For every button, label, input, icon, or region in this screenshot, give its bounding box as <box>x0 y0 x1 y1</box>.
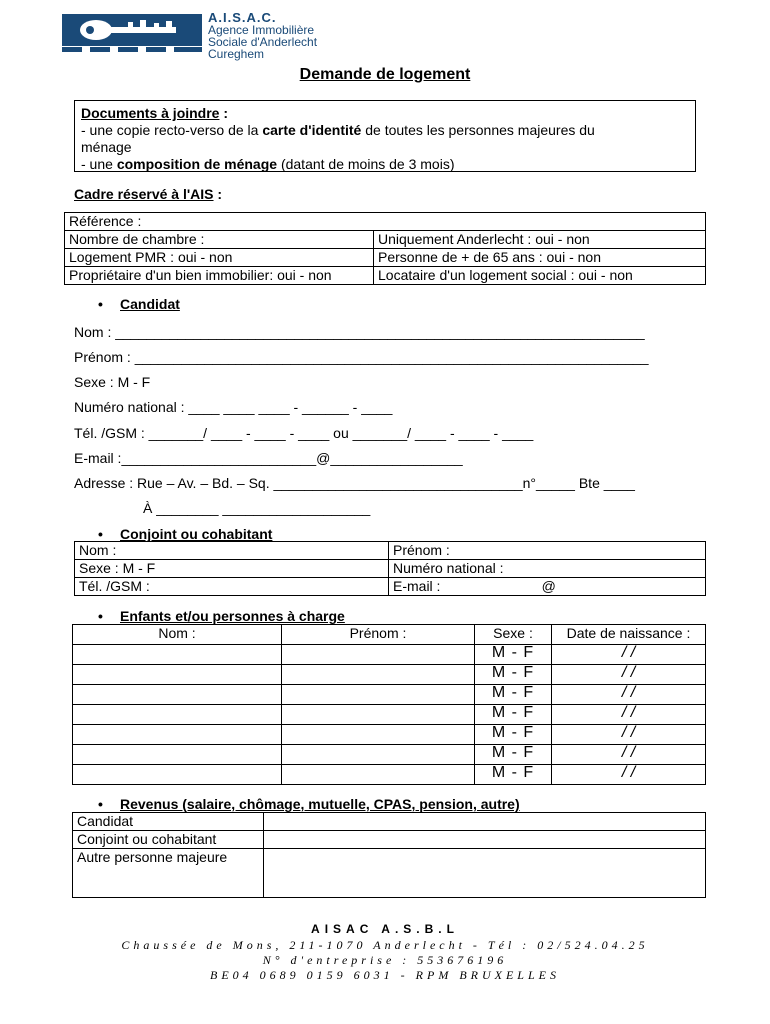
candidat-a[interactable]: À ________ ___________________ <box>143 500 371 516</box>
enfant-date[interactable]: / / <box>552 725 706 745</box>
enfant-nom-input[interactable] <box>73 765 282 785</box>
aisac-logo <box>62 14 202 54</box>
conjoint-cell[interactable]: Sexe : M - F <box>75 560 389 578</box>
ais-heading-wrap <box>74 186 222 202</box>
revenus-label: Autre personne majeure <box>73 849 264 898</box>
enfant-date[interactable]: / / <box>552 765 706 785</box>
enfants-row <box>73 645 706 665</box>
logo-line-3: Cureghem <box>208 47 265 61</box>
ais-cell: Nombre de chambre : <box>65 231 374 249</box>
conjoint-cell[interactable]: E-mail : @ <box>389 578 706 596</box>
enfants-row <box>73 685 706 705</box>
enfants-row <box>73 765 706 785</box>
documents-line-2: ménage <box>81 139 132 155</box>
candidat-numero-national[interactable]: Numéro national : ____ ____ ____ - ______ - ____ <box>74 399 393 415</box>
documents-line-1-bold: carte d'identité <box>262 122 362 138</box>
conjoint-cell[interactable]: Tél. /GSM : <box>75 578 389 596</box>
revenus-input[interactable] <box>264 849 706 898</box>
enfant-date[interactable]: / / <box>552 665 706 685</box>
ais-heading-colon: : <box>213 186 223 202</box>
conjoint-heading-wrap <box>98 526 272 542</box>
documents-line-3-pre: - une <box>81 156 117 172</box>
logo-line-1: Agence Immobilière <box>208 23 315 37</box>
bullet-icon: • <box>98 796 103 812</box>
bullet-icon: • <box>98 608 103 624</box>
ais-reference: Référence : <box>65 213 706 231</box>
footer-org: AISAC A.S.B.L <box>311 922 459 936</box>
enfants-row <box>73 665 706 685</box>
logo-brand: A.I.S.A.C. <box>208 10 277 25</box>
ais-cell: Logement PMR : oui - non <box>65 249 374 267</box>
documents-box <box>74 100 696 172</box>
enfant-date[interactable]: / / <box>552 705 706 725</box>
conjoint-table <box>74 541 706 596</box>
enfants-header: Date de naissance : <box>552 625 706 645</box>
enfant-nom-input[interactable] <box>73 705 282 725</box>
footer-entreprise: N° d'entreprise : 553676196 <box>262 953 508 967</box>
ais-cell: Uniquement Anderlecht : oui - non <box>374 231 706 249</box>
enfant-sexe[interactable]: M - F <box>475 645 552 665</box>
candidat-tel[interactable]: Tél. /GSM : _______/ ____ - ____ - ____ ou _______/ ____ - ____ - ____ <box>74 425 534 441</box>
enfants-row <box>73 725 706 745</box>
enfant-sexe[interactable]: M - F <box>475 745 552 765</box>
footer-address: Chaussée de Mons, 211-1070 Anderlecht - Tél : 02/524.04.25 <box>121 938 649 952</box>
revenus-heading: Revenus (salaire, chômage, mutuelle, CPAS, pension, autre) <box>120 796 520 812</box>
enfant-nom-input[interactable] <box>73 745 282 765</box>
logo-line-2: Sociale d'Anderlecht <box>208 35 318 49</box>
conjoint-cell[interactable]: Numéro national : <box>389 560 706 578</box>
logo-text <box>208 12 317 60</box>
enfant-date[interactable]: / / <box>552 645 706 665</box>
ais-heading: Cadre réservé à l'AIS <box>74 186 214 202</box>
footer-bank: BE04 0689 0159 6031 - RPM BRUXELLES <box>210 968 560 982</box>
conjoint-heading: Conjoint ou cohabitant <box>120 526 273 542</box>
enfants-heading: Enfants et/ou personnes à charge <box>120 608 345 624</box>
revenus-heading-wrap <box>98 796 520 812</box>
documents-line-1-pre: - une copie recto-verso de la <box>81 122 263 138</box>
revenus-label: Candidat <box>73 813 264 831</box>
documents-line-3-bold: composition de ménage <box>116 156 278 172</box>
candidat-heading: Candidat <box>120 296 180 312</box>
enfant-nom-input[interactable] <box>73 645 282 665</box>
enfant-date[interactable]: / / <box>552 685 706 705</box>
candidat-heading-wrap <box>98 296 180 312</box>
candidat-prenom[interactable]: Prénom : __________________________________________________________________ <box>74 349 649 365</box>
conjoint-cell[interactable]: Nom : <box>75 542 389 560</box>
enfant-sexe[interactable]: M - F <box>475 705 552 725</box>
enfant-prenom-input[interactable] <box>282 685 475 705</box>
enfant-sexe[interactable]: M - F <box>475 685 552 705</box>
enfant-sexe[interactable]: M - F <box>475 725 552 745</box>
enfant-nom-input[interactable] <box>73 725 282 745</box>
documents-line-1-post: de toutes les personnes majeures du <box>361 122 595 138</box>
candidat-nom[interactable]: Nom : ____________________________________________________________________ <box>74 324 645 340</box>
candidat-adresse[interactable]: Adresse : Rue – Av. – Bd. – Sq. ________________________________n°_____ Bte ____ <box>74 475 635 491</box>
documents-line-3-post: (datant de moins de 3 mois) <box>277 156 455 172</box>
enfant-prenom-input[interactable] <box>282 705 475 725</box>
enfant-sexe[interactable]: M - F <box>475 765 552 785</box>
documents-heading: Documents à joindre <box>81 105 220 121</box>
enfant-prenom-input[interactable] <box>282 745 475 765</box>
enfants-header: Nom : <box>73 625 282 645</box>
enfant-sexe[interactable]: M - F <box>475 665 552 685</box>
page-title: Demande de logement <box>299 66 471 83</box>
bullet-icon: • <box>98 296 103 312</box>
ais-table <box>64 212 706 285</box>
enfant-prenom-input[interactable] <box>282 665 475 685</box>
enfants-row <box>73 705 706 725</box>
revenus-table <box>72 812 706 898</box>
enfant-prenom-input[interactable] <box>282 725 475 745</box>
enfants-heading-wrap <box>98 608 345 624</box>
ais-cell: Propriétaire d'un bien immobilier: oui - non <box>65 267 374 285</box>
enfant-date[interactable]: / / <box>552 745 706 765</box>
enfants-row <box>73 745 706 765</box>
enfants-table <box>72 624 706 785</box>
revenus-input[interactable] <box>264 813 706 831</box>
enfant-nom-input[interactable] <box>73 665 282 685</box>
candidat-sexe[interactable]: Sexe : M - F <box>74 374 151 390</box>
enfants-header: Sexe : <box>475 625 552 645</box>
conjoint-cell[interactable]: Prénom : <box>389 542 706 560</box>
enfant-prenom-input[interactable] <box>282 765 475 785</box>
documents-heading-colon: : <box>219 105 229 121</box>
enfant-nom-input[interactable] <box>73 685 282 705</box>
candidat-email[interactable]: E-mail :_________________________@_________________ <box>74 450 463 466</box>
ais-cell: Personne de + de 65 ans : oui - non <box>374 249 706 267</box>
revenus-label: Conjoint ou cohabitant <box>73 831 264 849</box>
bullet-icon: • <box>98 526 103 542</box>
enfant-prenom-input[interactable] <box>282 645 475 665</box>
revenus-input[interactable] <box>264 831 706 849</box>
enfants-header: Prénom : <box>282 625 475 645</box>
ais-cell: Locataire d'un logement social : oui - non <box>374 267 706 285</box>
